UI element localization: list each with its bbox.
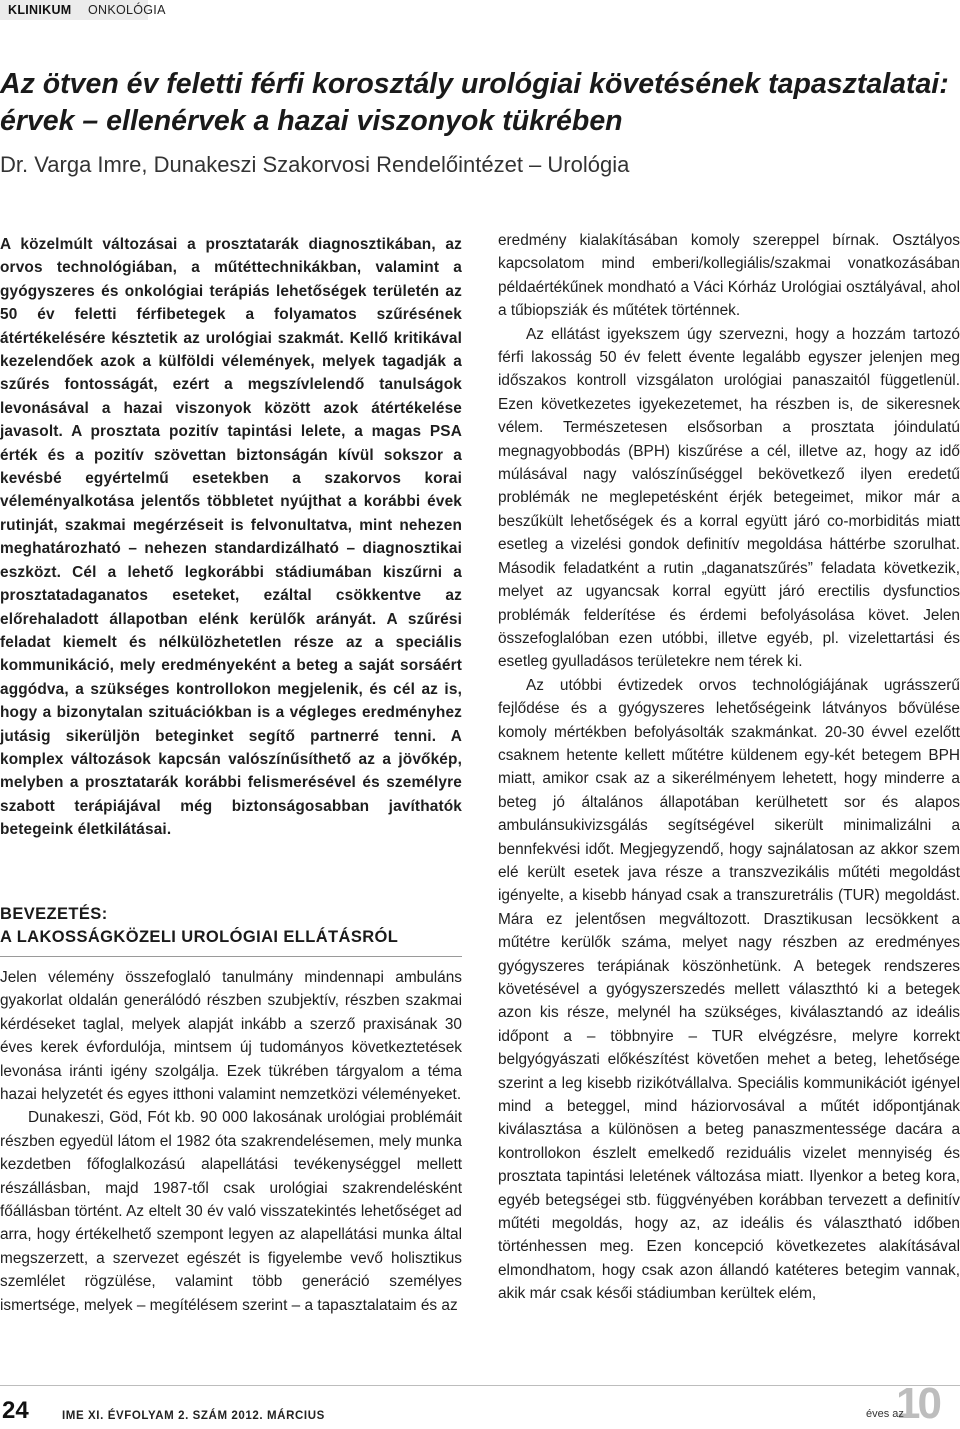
header-bar	[0, 0, 960, 22]
section-heading-line-1: BEVEZETÉS:	[0, 905, 108, 923]
body-paragraph: Dunakeszi, Göd, Fót kb. 90 000 lakosának urológiai problémáit részben egyedül látom el 1982 óta szakrendelésemen, mely munka kezdetben főfoglalkozású alapellátási tevékenységgel mellett részállásban, majd 1987-től csak urológiai szakrendelésként főállásban történt. Az eltelt 30 év való visszatekintés lehetőséget ad arra, hogy értékelhető szempont legyen az alapellátási munka által megszerzett, a szervezet egészét is figyelembe vevő holisztikus szemlélet rögzülése, valamint több generáció személyes ismertsége, melyek – megítélésem szerint – a tapasztalataim és az	[0, 1109, 462, 1314]
anniversary-text: éves az	[866, 1408, 904, 1420]
body-paragraph: eredmény kialakításában komoly szereppel bírnak. Osztályos kapcsolatom mind emberi/kollegiális/szakmai vonatkozásában példaértékűnek mondható a Váci Kórház Urológiai osztályával, ahol a tűbiopsziák és műtétek történnek.	[498, 232, 960, 320]
left-column-body	[0, 966, 462, 1317]
section-heading-line-2: A LAKOSSÁGKÖZELI UROLÓGIAI ELLÁTÁSRÓL	[0, 928, 399, 946]
body-paragraph: Az utóbbi évtizedek orvos technológiájának ugrásszerű fejlődése és a gyógyszeres lehetőségeink látványos bővülése komoly mértékben befolyásolták szakmánkat. 20-30 évvel ezelőtt csaknem hetente kellett műtétre küldenem egy-két betegem BPH miatt, amikor csak az a sikerélményem lehetett, hogy minderre a beteg jó általános állapotában kerülhetett sor és alapos ambulánsukivizsgálás segítségével sikerült minimalizálni a bennfekvési időt. Megjegyzendő, hogy sajnálatosan az akkor szem elé került esetek java része a transzvezikális műtéti megoldást igényelte, a kisebb hányad csak a transzuretrális (TUR) megoldást. Mára ez jelentősen megváltozott. Drasztikusan lecsökkent a műtétre kerülők száma, melyet nagy részben az eredményes gyógyszeres terápiának köszönhetünk. A betegek rendszeres követésével a gyógyszerszedés mellett választhtó ki a betegek azon kis része, melynél ha szükséges, kiválasztandó az ideális időpont a – többnyire – TUR elvégzésre, melyre korrekt belgyógyászati előkészítést követően mehet a beteg, lehetősége szerint a leg kisebb rizikótvállalva. Speciális kommunikációt igényel mind a beteggel, mind háziorvosával a műtét időpontjának kiválasztása a különösen a beteg panaszmentessége dacára a kontrollokon észlelt emelkedő reziduális vizelet mennyiség és prosztata tapintási leletének változása miatt. Ilyenkor a beteg kora, egyéb betegségei stb. függvényében korábban tervezett a definitív műtéti megoldás, hogy az, az ideális és választható időben történhessen meg. Ezen koncepció következetes alakításával elmondhatom, hogy csak azon állandó katéteres betegim vannak, akik már csak késői stádiumban kerültek elém,	[498, 676, 960, 1303]
section-divider	[0, 956, 462, 957]
anniversary-number: 10	[896, 1379, 939, 1428]
section-label: ONKOLÓGIA	[88, 3, 166, 17]
lead-paragraph: A közelmúlt változásai a prosztatarák diagnosztikában, az orvos technológiában, a műtéttechnikákban, valamint a gyógyszeres és onkológiai terápiás lehetőségek területén az 50 év feletti férfibetegek a folyamatos szűrésének átértékelésére késztetik az urológiai szakmát. Kellő kritikával kezelendőek azok a külföldi vélemények, melyek tagadják a szűrés fontosságát, ezért a megszívlelendő tanulságok levonásával a hazai viszonyok között azok átértékelése javasolt. A prosztata pozitív tapintási lelete, a magas PSA érték és a pozitív szövettan biztonságán kívül sokszor a kevésbé egyértelmű esetekben a szakorvos korai véleményalkotása jelentős többletet nyújthat a korábbi évek rutinját, szakmai megérzéseit is felvonultatva, mint nehezen meghatározható – nehezen standardizálható – diagnosztikai eszközt. Cél a lehető legkorábbi stádiumában kiszűrni a prosztatadaganatos eseteket, ezáltal csökkentve az előrehaladott állapotban elénk kerülők arányát. A szűrési feladat kiemelt és nélkülözhetetlen része az a speciális kommunikáció, mely eredményeként a beteg a saját sorsáért aggódva, a szükséges kontrollokon megjelenik, és cél az is, hogy a bizonytalan szituációkban is a végleges eredményhez jutásig sikerüljön beteginket segítő partnerré tenni. A komplex változások kapcsán valószínűsíthető az a jövőkép, melyben a prosztatarák korábbi felismerésével és személyre szabott terápiájával még biztonságosabban javíthatók betegeink életkilátásai.	[0, 236, 462, 839]
anniversary-logo	[866, 1379, 960, 1428]
rubric-label: KLINIKUM	[8, 3, 72, 17]
title-line-1: Az ötven év feletti férfi korosztály urológiai követésének tapasztalatai:	[0, 68, 949, 100]
page-number: 24	[2, 1397, 29, 1424]
article-title	[0, 66, 958, 140]
section-heading	[0, 903, 462, 949]
page-footer	[0, 1385, 960, 1427]
body-paragraph: Jelen vélemény összefoglaló tanulmány mindennapi ambuláns gyakorlat oldalán generálódó részben szubjektív, részben szakmai kérdéseket taglal, melyek alapját inkább a szerző praxisának 30 éves kerek évfordulója, mintsem új tudományos következtetések levonása iránti igény szolgálja. Ezek tükrében tárgyalom a téma hazai helyzetét és egyes itthoni valamint nemzetközi véleményeket.	[0, 969, 462, 1104]
title-line-2: érvek – ellenérvek a hazai viszonyok tükrében	[0, 105, 623, 137]
right-column-body	[498, 229, 960, 1306]
author-line: Dr. Varga Imre, Dunakeszi Szakorvosi Rendelőintézet – Urológia	[0, 152, 630, 177]
lead-abstract	[0, 233, 462, 842]
footer-divider	[0, 1385, 960, 1386]
body-paragraph: Az ellátást igyekszem úgy szervezni, hogy a hozzám tartozó férfi lakosság 50 év felett évente legalább egyszer jelenjen meg időszakos kontroll vizsgálaton urológiai panaszaitól függetlenül. Ezen következetes igyekezetemet, ha részben is, de sikeresnek vélem. Természetesen elsősorban a prosztata jóindulatú megnagyobbodás (BPH) kiszűrése a cél, illetve az, hogy az idő múlásával nagy valószínűséggel bekövetkező ilyen eredetű problémák ne meglepetésként érjék betegeimet, mikor már a beszűkült lehetőségek és a korral együtt járó co-morbiditás miatt esetleg a vizelési gondok definitív megoldása háttérbe szorulhat. Második feladatként a rutin „daganatszűrés” feladata következik, melyet az ugyancsak korral együtt járó erectilis dysfunctios problémák felderítése és érdemi befolyásolása követ. Jelen összefoglalóban ezen utóbbi, illetve egyéb, pl. vizelettartási és esetleg gyulladásos területekre nem térek ki.	[498, 325, 960, 671]
journal-issue: IME XI. ÉVFOLYAM 2. SZÁM 2012. MÁRCIUS	[62, 1410, 325, 1422]
